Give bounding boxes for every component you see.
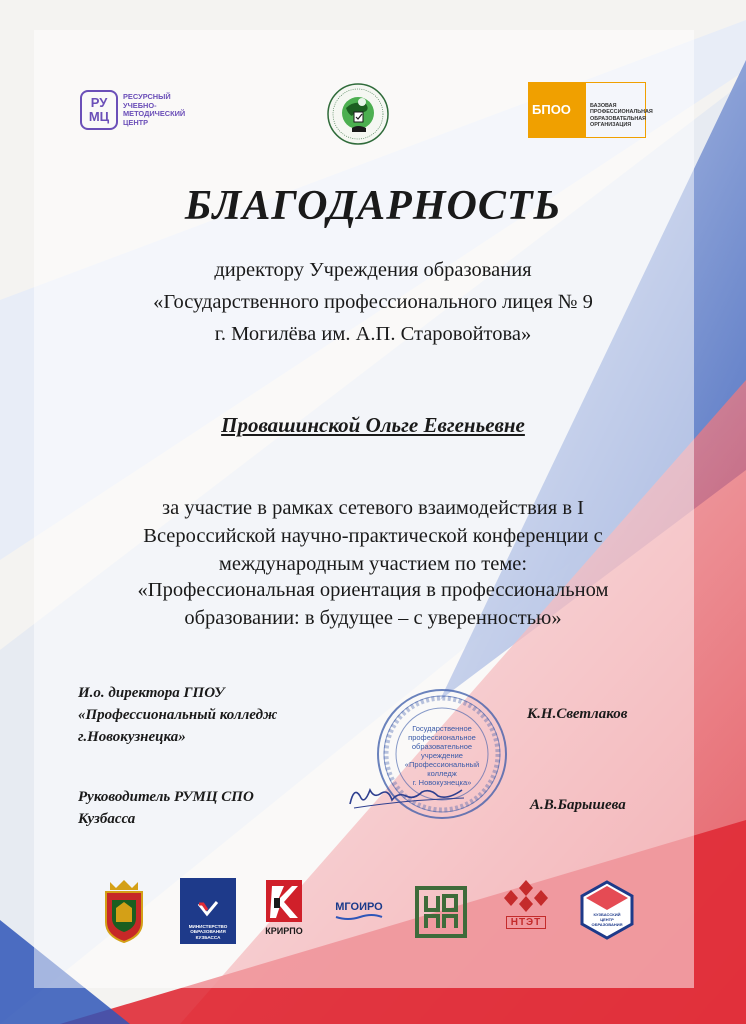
handwritten-signature: [344, 778, 474, 814]
reason-line: за участие в рамках сетевого взаимодействия в I: [162, 497, 584, 519]
signatory-2-name: А.В.Барышева: [530, 797, 626, 813]
signatory-title-line: Руководитель РУМЦ СПО: [78, 789, 254, 805]
kuzbass-center-text: КУЗБАССКИЙ ЦЕНТР ОБРАЗОВАНИЯ: [591, 911, 623, 927]
rumc-mark-line2: МЦ: [88, 109, 110, 124]
mgoiro-wave-icon: [334, 913, 384, 921]
rumc-logo-mark: [80, 90, 118, 130]
addressee-line: «Государственного профессионального лицея № 9: [153, 291, 593, 313]
signatory-1-title: [78, 682, 338, 748]
ntet-ornament-icon: [501, 878, 551, 916]
bpoo-logo: [528, 82, 653, 138]
kripo-emblem-icon: [264, 878, 304, 924]
cpp-logo-icon: [414, 878, 468, 944]
certificate-title: БЛАГОДАРНОСТЬ: [184, 183, 562, 229]
ministry-check-icon: [197, 900, 219, 918]
signatory-title-line: г.Новокузнецка»: [78, 729, 186, 745]
kripo-logo: [262, 878, 306, 944]
bpoo-logo-mark: [528, 82, 586, 138]
addressee-block: [60, 254, 686, 350]
hexagon-emblem-icon: [580, 880, 634, 940]
mgoiro-logo: [330, 878, 388, 944]
ministry-logo: [180, 878, 236, 944]
stamp-center-text: Государственное профессиональное образовательное учреждение «Профессиональный колледж г. Новокузнецка»: [404, 724, 480, 787]
ntet-logo: [496, 878, 556, 944]
addressee-line: г. Могилёва им. А.П. Старовойтова»: [214, 323, 532, 345]
bpoo-mark-text: БПОО: [532, 101, 571, 117]
signatory-title-line: Кузбасса: [78, 811, 136, 827]
rumc-logo-text: РЕСУРСНЫЙ УЧЕБНО- МЕТОДИЧЕСКИЙ ЦЕНТР: [123, 92, 186, 127]
partner-logos-row: [0, 878, 746, 948]
signatory-2-title: [78, 786, 338, 830]
ntet-logo-text: НТЭТ: [506, 916, 547, 929]
topic-line: «Профессиональная ориентация в профессиональном: [137, 579, 609, 601]
signatory-title-line: И.о. директора ГПОУ: [78, 685, 225, 701]
rumc-mark-line1: РУ: [90, 95, 108, 110]
signatory-title-line: «Профессиональный колледж: [78, 707, 278, 723]
topic-line: образовании: в будущее – с уверенностью»: [184, 607, 562, 629]
ministry-logo-text: МИНИСТЕРСТВО ОБРАЗОВАНИЯ КУЗБАССА: [188, 923, 228, 940]
reason-line: Всероссийской научно-практической конференции с: [143, 525, 603, 547]
conference-topic: [80, 576, 666, 632]
reason-block: [90, 494, 656, 578]
bpoo-logo-text: БАЗОВАЯ ПРОФЕССИОНАЛЬНАЯ ОБРАЗОВАТЕЛЬНАЯ ОРГАНИЗАЦИЯ: [586, 82, 646, 138]
kripo-logo-text: КРИРПО: [265, 926, 303, 936]
globe-hand-emblem-icon: [326, 82, 390, 146]
signatory-1-name: К.Н.Светлаков: [527, 706, 628, 722]
kuzbass-coat-of-arms-icon: [98, 878, 150, 944]
kuzbass-education-center-logo: [580, 878, 634, 944]
recipient-name: Провашинской Ольге Евгеньевне: [221, 413, 525, 437]
mgoiro-logo-text: МГОИРО: [335, 901, 383, 913]
reason-line: международным участием по теме:: [218, 553, 528, 575]
addressee-line: директору Учреждения образования: [214, 259, 532, 281]
rumc-logo: [80, 86, 192, 134]
